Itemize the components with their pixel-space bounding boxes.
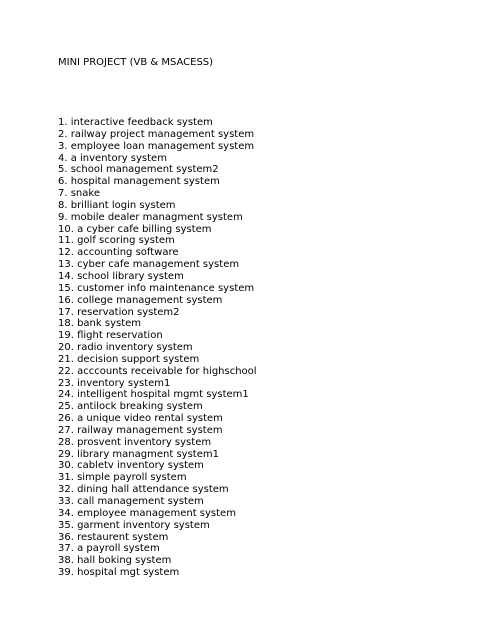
list-item: 26. a unique video rental system xyxy=(58,413,223,425)
list-item: 8. brilliant login system xyxy=(58,199,176,211)
project-list xyxy=(58,117,257,579)
list-item: 6. hospital management system xyxy=(58,176,220,188)
list-item: 37. a payroll system xyxy=(58,543,160,555)
list-item: 3. employee loan management system xyxy=(58,140,255,152)
list-item: 2. railway project management system xyxy=(58,128,255,140)
list-item: 29. library managment system1 xyxy=(58,448,219,460)
list-item: 31. simple payroll system xyxy=(58,472,187,484)
list-item: 12. accounting software xyxy=(58,247,179,259)
list-item: 27. railway management system xyxy=(58,424,223,436)
list-item: 23. inventory system1 xyxy=(58,377,171,389)
list-item: 9. mobile dealer managment system xyxy=(58,211,243,223)
list-item: 7. snake xyxy=(58,188,100,200)
document-title: MINI PROJECT (VB & MSACESS) xyxy=(58,57,214,68)
list-item: 16. college management system xyxy=(58,294,223,306)
list-item: 18. bank system xyxy=(58,318,142,330)
list-item: 32. dining hall attendance system xyxy=(58,484,229,496)
list-item: 1. interactive feedback system xyxy=(58,117,213,128)
list-item: 13. cyber cafe management system xyxy=(58,259,240,271)
list-item: 15. customer info maintenance system xyxy=(58,282,255,294)
list-item: 4. a inventory system xyxy=(58,152,167,164)
list-item: 24. intelligent hospital mgmt system1 xyxy=(58,389,249,401)
list-item: 17. reservation system2 xyxy=(58,306,180,318)
list-item: 28. prosvent inventory system xyxy=(58,436,212,448)
list-item: 38. hall boking system xyxy=(58,555,172,567)
list-item: 22. acccounts receivable for highschool xyxy=(58,365,257,377)
list-item: 39. hospital mgt system xyxy=(58,567,180,579)
list-item: 33. call management system xyxy=(58,496,204,507)
list-item: 34. employee management system xyxy=(58,507,236,519)
list-item: 36. restaurent system xyxy=(58,531,169,543)
list-item: 30. cabletv inventory system xyxy=(58,460,204,472)
list-item: 20. radio inventory system xyxy=(58,342,193,354)
list-item: 21. decision support system xyxy=(58,353,200,365)
list-item: 10. a cyber cafe billing system xyxy=(58,223,212,235)
list-item: 11. golf scoring system xyxy=(58,235,175,247)
list-item: 35. garment inventory system xyxy=(58,519,210,531)
list-item: 14. school library system xyxy=(58,270,184,282)
list-item: 5. school management system2 xyxy=(58,164,219,176)
list-item: 25. antilock breaking system xyxy=(58,401,203,413)
list-item: 19. flight reservation xyxy=(58,330,163,342)
